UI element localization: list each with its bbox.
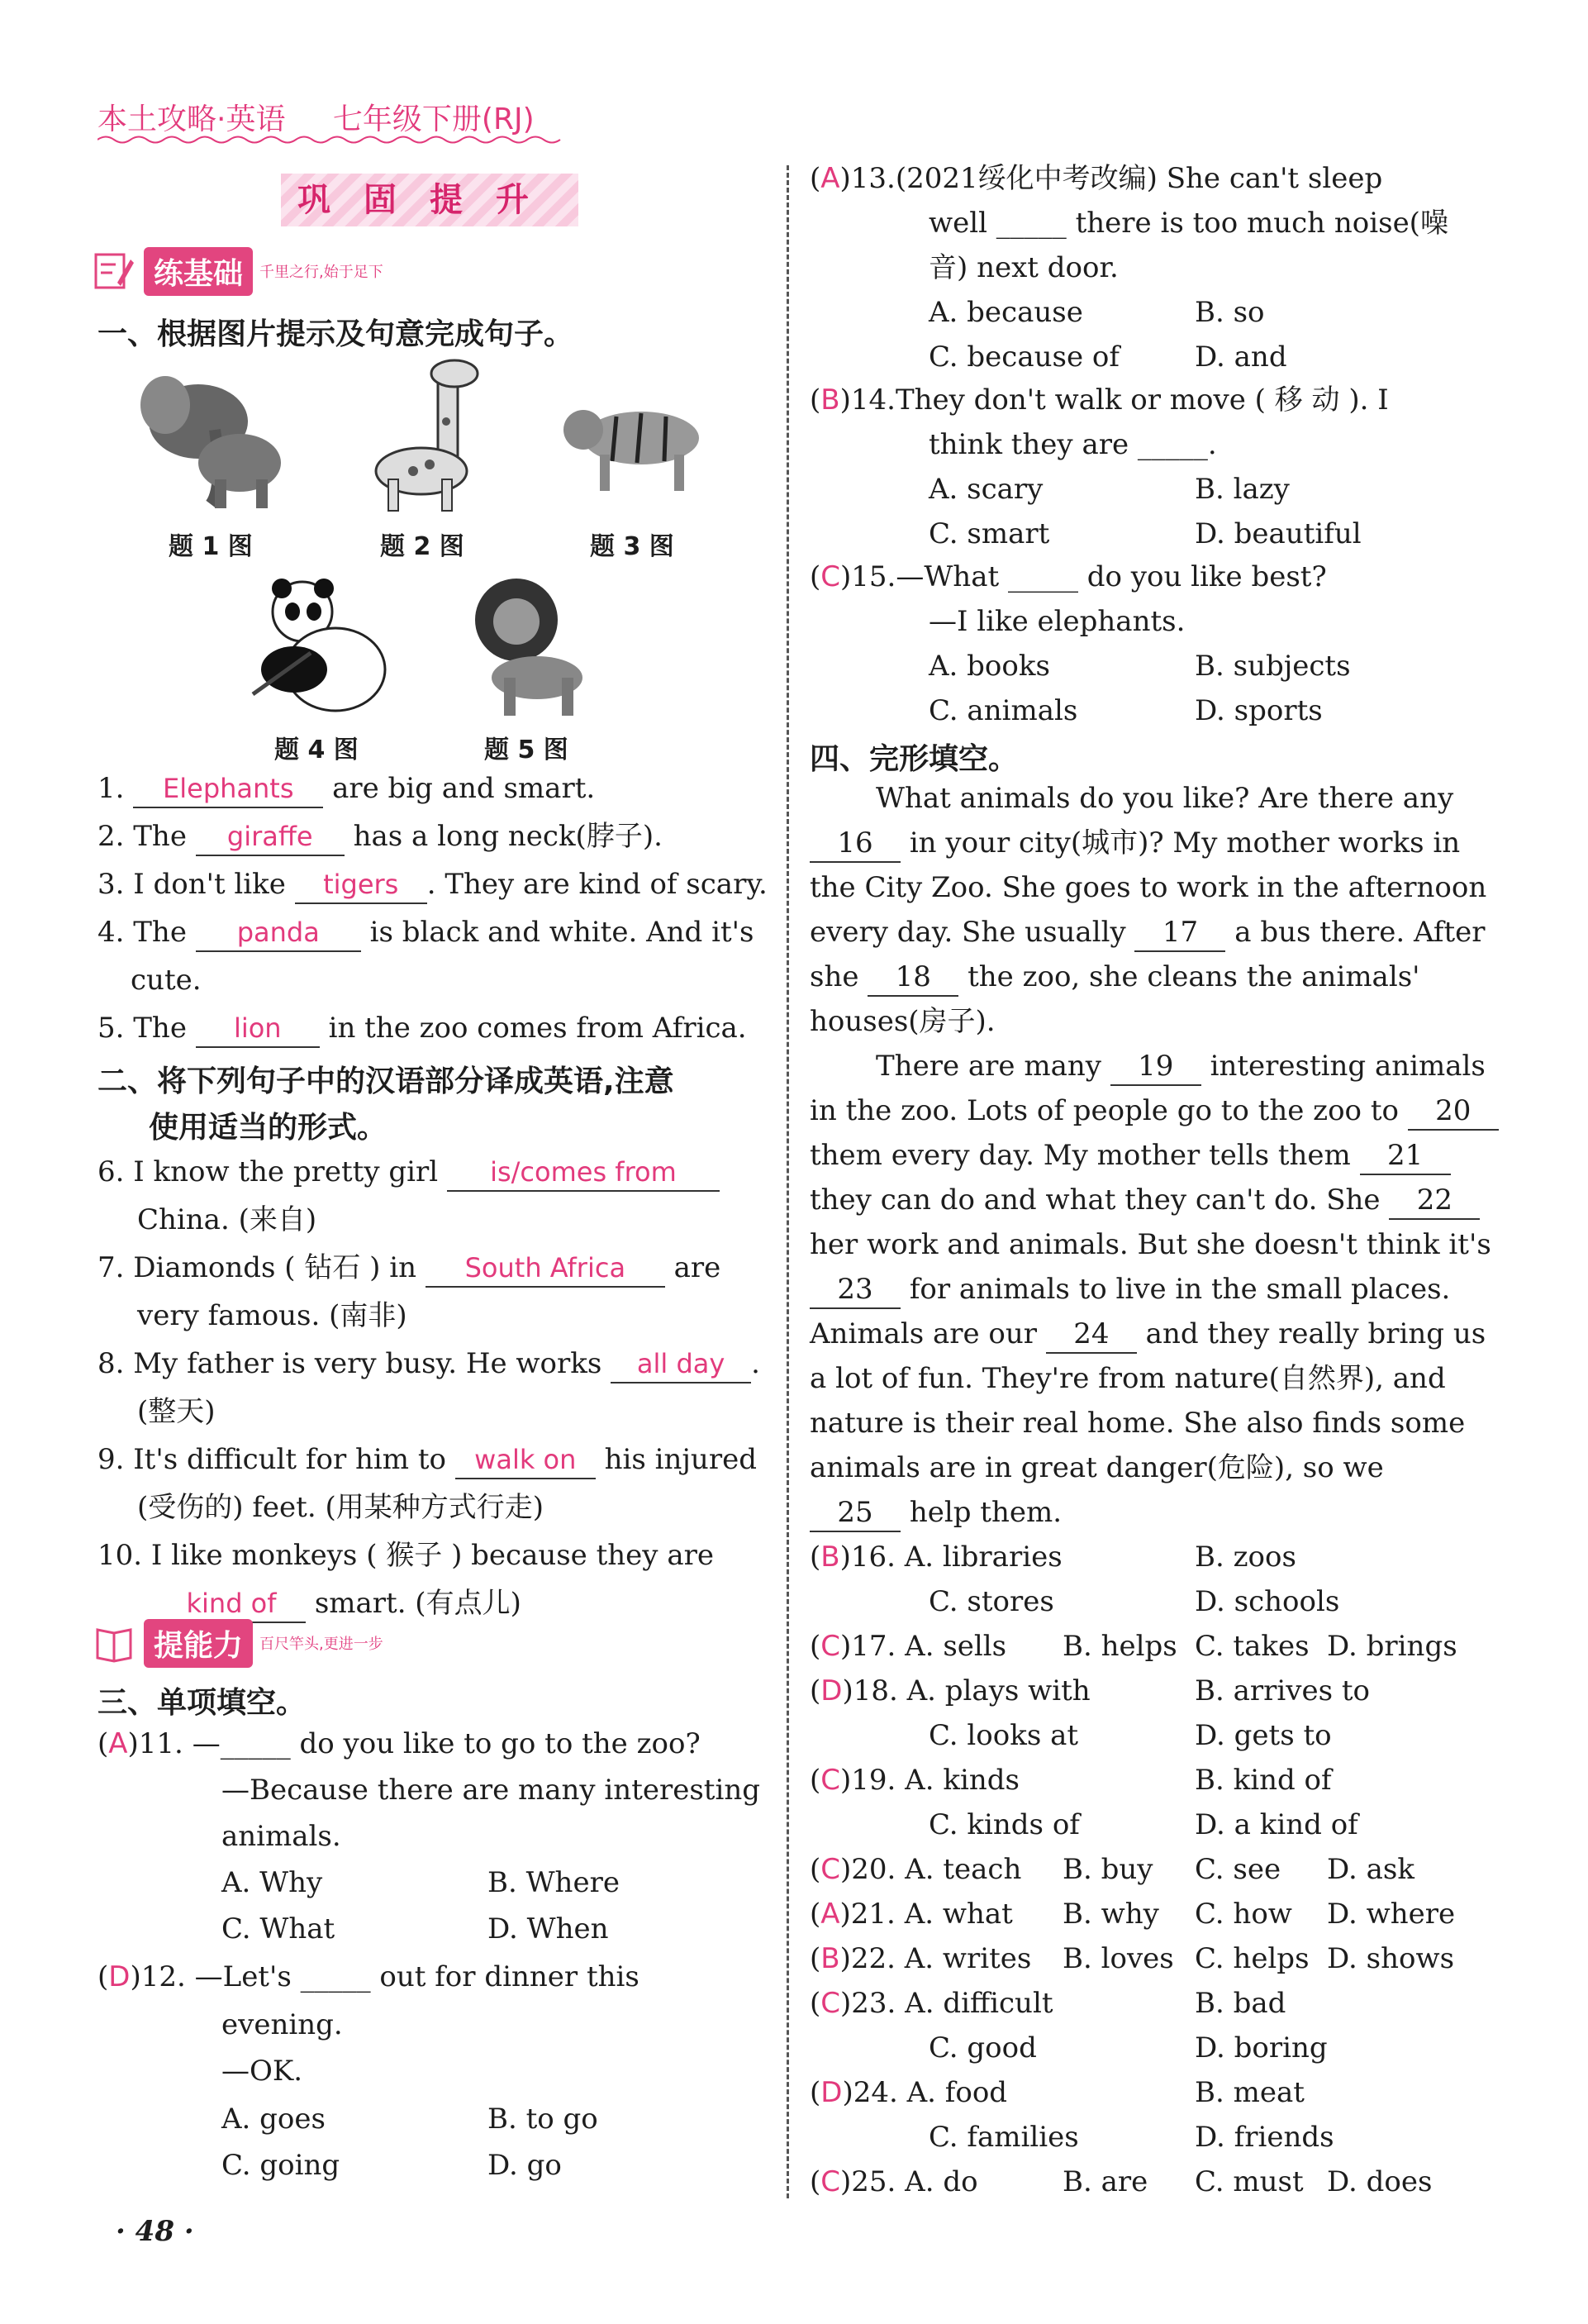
caption-4: 题 4 图 <box>274 736 359 764</box>
answer-2: giraffe <box>196 818 345 856</box>
choice-18: D <box>820 1674 843 1707</box>
part2-title-2: 使用适当的形式。 <box>149 1111 387 1145</box>
option-16-d: D. schools <box>1195 1585 1340 1618</box>
question-4: 4. The panda is black and white. And it's <box>97 914 754 952</box>
blank-20: 20 <box>1408 1093 1499 1131</box>
answer-row-17: (C)17. A. sells <box>810 1630 1007 1663</box>
tag-basic <box>93 248 383 294</box>
passage-line-9: them every day. My mother tells them 21 <box>810 1137 1451 1175</box>
book-icon <box>93 1622 136 1664</box>
part4-title: 四、完形填空。 <box>810 742 1019 776</box>
option-12-c: C. going <box>221 2149 340 2182</box>
blank-22: 22 <box>1389 1182 1480 1220</box>
option-11-b: B. Where <box>487 1866 620 1899</box>
passage-line-14: a lot of fun. They're from nature(自然界), and <box>810 1362 1446 1395</box>
option-22-c: C. helps <box>1195 1942 1310 1975</box>
option-14-b: B. lazy <box>1195 473 1290 506</box>
book-title: 本土攻略·英语 <box>97 102 286 136</box>
choice-24: D <box>820 2076 843 2109</box>
option-14-c: C. smart <box>929 517 1050 550</box>
question-8-cont: (整天) <box>137 1395 216 1428</box>
tag-basic-motto: 千里之行,始于足下 <box>259 264 383 281</box>
answer-row-23: (C)23. A. difficult <box>810 1987 1053 2020</box>
passage-line-4: every day. She usually 17 a bus there. After <box>810 914 1486 952</box>
tiger-picture <box>559 388 716 496</box>
answer-row-20: (C)20. A. teach <box>810 1853 1022 1886</box>
pencil-notebook-icon <box>93 250 136 293</box>
option-24-d: D. friends <box>1195 2121 1334 2154</box>
option-15-d: D. sports <box>1195 694 1323 727</box>
question-13-line2: well _____ there is too much noise(噪 <box>929 207 1448 240</box>
page-number: · 48 · <box>116 2215 194 2248</box>
caption-2: 题 2 图 <box>380 532 464 561</box>
option-23-d: D. boring <box>1195 2031 1328 2064</box>
question-6-cont: China. (来自) <box>137 1203 317 1236</box>
question-12-line2: evening. <box>221 2008 343 2041</box>
choice-14: B <box>820 383 840 417</box>
question-2: 2. The giraffe has a long neck(脖子). <box>97 818 663 856</box>
passage-line-3: the City Zoo. She goes to work in the afternoon <box>810 871 1487 904</box>
option-13-c: C. because of <box>929 341 1120 374</box>
answer-row-19: (C)19. A. kinds <box>810 1764 1020 1797</box>
question-11-line2: —Because there are many interesting <box>221 1774 761 1807</box>
option-23-c: C. good <box>929 2031 1037 2064</box>
option-17-b: B. helps <box>1063 1630 1177 1663</box>
choice-25: C <box>820 2165 841 2198</box>
question-11-line3: animals. <box>221 1820 341 1853</box>
question-10: 10. I like monkeys ( 猴子 ) because they are <box>97 1539 714 1572</box>
blank-18: 18 <box>868 959 958 997</box>
part2-title-1: 二、将下列句子中的汉语部分译成英语,注意 <box>97 1064 674 1098</box>
option-24-b: B. meat <box>1195 2076 1305 2109</box>
question-4-cont: cute. <box>131 964 202 997</box>
question-5: 5. The lion in the zoo comes from Africa. <box>97 1010 747 1048</box>
choice-20: C <box>820 1853 841 1886</box>
option-19-c: C. kinds of <box>929 1808 1080 1841</box>
question-15: (C)15.—What _____ do you like best? <box>810 560 1327 593</box>
blank-19: 19 <box>1110 1048 1201 1086</box>
option-18-c: C. looks at <box>929 1719 1079 1752</box>
giraffe-picture <box>347 355 512 512</box>
passage-line-17: 25 help them. <box>810 1494 1062 1532</box>
grade-label: 七年级下册(RJ) <box>332 102 535 136</box>
answer-5: lion <box>196 1010 320 1048</box>
option-21-b: B. why <box>1063 1898 1159 1931</box>
blank-25: 25 <box>810 1494 901 1532</box>
question-13: (A)13.(2021绥化中考改编) She can't sleep <box>810 162 1383 195</box>
passage-line-16: animals are in great danger(危险), so we <box>810 1451 1384 1484</box>
tag-ability-motto: 百尺竿头,更进一步 <box>259 1636 383 1653</box>
option-12-d: D. go <box>487 2149 562 2182</box>
question-1: 1. Elephants are big and smart. <box>97 770 595 808</box>
option-13-d: D. and <box>1195 341 1287 374</box>
tag-ability-label: 提能力 <box>144 1619 253 1668</box>
option-14-a: A. scary <box>929 473 1044 506</box>
option-20-c: C. see <box>1195 1853 1281 1886</box>
option-23-b: B. bad <box>1195 1987 1286 2020</box>
option-22-d: D. shows <box>1327 1942 1455 1975</box>
option-20-d: D. ask <box>1327 1853 1414 1886</box>
option-13-b: B. so <box>1195 296 1265 329</box>
blank-17: 17 <box>1134 914 1225 952</box>
choice-21: A <box>820 1898 840 1931</box>
option-19-d: D. a kind of <box>1195 1808 1358 1841</box>
answer-1: Elephants <box>133 770 323 808</box>
answer-row-22: (B)22. A. writes <box>810 1942 1032 1975</box>
choice-19: C <box>820 1764 841 1797</box>
answer-9: walk on <box>455 1441 596 1479</box>
question-14-line2: think they are _____. <box>929 428 1217 461</box>
header-wave-divider <box>97 134 568 145</box>
option-25-c: C. must <box>1195 2165 1304 2198</box>
option-18-b: B. arrives to <box>1195 1674 1370 1707</box>
choice-23: C <box>820 1987 841 2020</box>
question-8: 8. My father is very busy. He works all day . <box>97 1345 760 1383</box>
tag-basic-label: 练基础 <box>144 247 253 296</box>
question-7-cont: very famous. (南非) <box>137 1299 407 1332</box>
option-11-a: A. Why <box>221 1866 323 1899</box>
question-7: 7. Diamonds ( 钻石 ) in South Africa are <box>97 1250 720 1288</box>
option-15-c: C. animals <box>929 694 1078 727</box>
option-20-b: B. buy <box>1063 1853 1153 1886</box>
option-18-d: D. gets to <box>1195 1719 1332 1752</box>
blank-16: 16 <box>810 825 901 863</box>
panda-picture <box>245 570 393 719</box>
choice-11: A <box>108 1727 128 1760</box>
question-15-line2: —I like elephants. <box>929 605 1186 638</box>
lion-picture <box>454 570 595 719</box>
option-21-c: C. how <box>1195 1898 1292 1931</box>
passage-line-15: nature is their real home. She also finds some <box>810 1407 1466 1440</box>
passage-line-5: she 18 the zoo, she cleans the animals' <box>810 959 1420 997</box>
question-3: 3. I don't like tigers . They are kind of scary. <box>97 866 768 904</box>
caption-5: 题 5 图 <box>484 736 568 764</box>
choice-13: A <box>820 162 840 195</box>
passage-line-11: her work and animals. But she doesn't think it's <box>810 1228 1491 1261</box>
option-25-b: B. are <box>1063 2165 1148 2198</box>
option-13-a: A. because <box>929 296 1083 329</box>
option-12-b: B. to go <box>487 2103 598 2136</box>
passage-line-1: What animals do you like? Are there any <box>876 782 1454 815</box>
blank-23: 23 <box>810 1271 901 1309</box>
answer-7: South Africa <box>426 1250 665 1288</box>
option-16-b: B. zoos <box>1195 1541 1296 1574</box>
choice-12: D <box>108 1960 131 1993</box>
caption-1: 题 1 图 <box>169 532 253 561</box>
answer-row-21: (A)21. A. what <box>810 1898 1013 1931</box>
question-12-line3: —OK. <box>221 2055 303 2088</box>
option-19-b: B. kind of <box>1195 1764 1332 1797</box>
passage-line-8: in the zoo. Lots of people go to the zoo to 20 <box>810 1093 1499 1131</box>
answer-10: kind of <box>157 1585 306 1623</box>
option-17-d: D. brings <box>1327 1630 1457 1663</box>
part1-title: 一、根据图片提示及句意完成句子。 <box>97 317 574 351</box>
answer-8: all day <box>611 1345 751 1383</box>
elephant-picture <box>132 364 297 512</box>
part3-title: 三、单项填空。 <box>97 1686 307 1720</box>
question-9-cont: (受伤的) feet. (用某种方式行走) <box>137 1491 544 1524</box>
passage-line-10: they can do and what they can't do. She 22 <box>810 1182 1480 1220</box>
answer-row-16: (B)16. A. libraries <box>810 1541 1063 1574</box>
choice-15: C <box>820 560 841 593</box>
answer-row-24: (D)24. A. food <box>810 2076 1008 2109</box>
answer-row-18: (D)18. A. plays with <box>810 1674 1091 1707</box>
option-16-c: C. stores <box>929 1585 1054 1618</box>
tag-ability <box>93 1620 383 1666</box>
question-9: 9. It's difficult for him to walk on his injured <box>97 1441 757 1479</box>
question-12: (D)12. —Let's _____ out for dinner this <box>97 1960 639 1993</box>
answer-3: tigers <box>295 866 427 904</box>
column-divider <box>787 165 789 2198</box>
option-25-d: D. does <box>1327 2165 1433 2198</box>
option-11-d: D. When <box>487 1912 609 1945</box>
option-15-b: B. subjects <box>1195 650 1351 683</box>
passage-line-13: Animals are our 24 and they really bring us <box>810 1316 1486 1354</box>
choice-17: C <box>820 1630 841 1663</box>
blank-21: 21 <box>1360 1137 1451 1175</box>
passage-line-2: 16 in your city(城市)? My mother works in <box>810 825 1460 863</box>
question-10-cont: kind of smart. (有点儿) <box>157 1585 521 1623</box>
option-17-c: C. takes <box>1195 1630 1310 1663</box>
question-11: (A)11. —_____ do you like to go to the zoo? <box>97 1727 701 1760</box>
blank-24: 24 <box>1046 1316 1137 1354</box>
question-6: 6. I know the pretty girl is/comes from <box>97 1154 720 1192</box>
option-24-c: C. families <box>929 2121 1079 2154</box>
page-header <box>97 96 540 138</box>
option-15-a: A. books <box>929 650 1050 683</box>
option-21-d: D. where <box>1327 1898 1456 1931</box>
passage-line-12: 23 for animals to live in the small places. <box>810 1271 1450 1309</box>
answer-6: is/comes from <box>447 1154 720 1192</box>
section-banner: 巩固提升 <box>281 174 578 226</box>
passage-line-7: There are many 19 interesting animals <box>876 1048 1486 1086</box>
answer-4: panda <box>196 914 361 952</box>
option-14-d: D. beautiful <box>1195 517 1362 550</box>
answer-row-25: (C)25. A. do <box>810 2165 978 2198</box>
option-11-c: C. What <box>221 1912 335 1945</box>
choice-22: B <box>820 1942 840 1975</box>
choice-16: B <box>820 1541 840 1574</box>
option-12-a: A. goes <box>221 2103 326 2136</box>
option-22-b: B. loves <box>1063 1942 1174 1975</box>
question-13-line3: 音) next door. <box>929 251 1119 284</box>
caption-3: 题 3 图 <box>590 532 674 561</box>
passage-line-6: houses(房子). <box>810 1005 996 1038</box>
question-14: (B)14.They don't walk or move ( 移 动 ). I <box>810 383 1389 417</box>
